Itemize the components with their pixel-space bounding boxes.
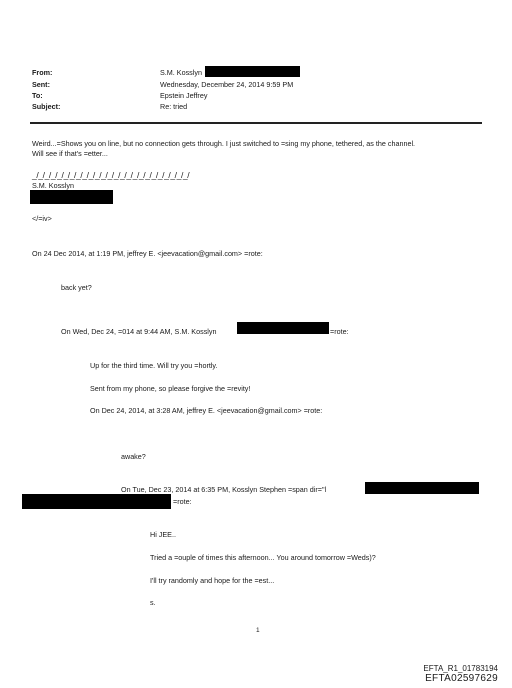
sent-value: Wednesday, December 24, 2014 9:59 PM: [160, 80, 294, 89]
footer-id-1: EFTA_R1_01783194: [423, 664, 498, 673]
redaction-box: [22, 494, 171, 509]
quote-text-1: back yet?: [61, 283, 92, 292]
quote-4-greeting: Hi JEE..: [150, 530, 176, 539]
redaction-box: [205, 66, 300, 77]
signature-name: S.M. Kosslyn: [32, 181, 74, 190]
to-value: Epstein Jeffrey: [160, 91, 208, 100]
quote-4-line-2: I'll try randomly and hope for the =est...: [150, 576, 275, 585]
quote-2-line-2: Sent from my phone, so please forgive the =revity!: [90, 384, 251, 393]
body-paragraph-line-2: Will see if that's =etter...: [32, 149, 108, 158]
redaction-box: [30, 190, 113, 204]
sent-label: Sent:: [32, 80, 50, 89]
subject-value: Re: tried: [160, 102, 188, 111]
quote-4-signoff: s.: [150, 598, 156, 607]
quote-4-line-1: Tried a =ouple of times this afternoon... You around tomorrow =Weds)?: [150, 553, 376, 562]
quote-header-4a: On Tue, Dec 23, 2014 at 6:35 PM, Kosslyn Stephen =span dir="l: [121, 485, 327, 494]
iv-tag: </=iv>: [32, 214, 52, 223]
quote-header-1: On 24 Dec 2014, at 1:19 PM, jeffrey E. <jeevacation@gmail.com> =rote:: [32, 249, 263, 258]
from-value: S.M. Kosslyn: [160, 68, 202, 77]
redaction-box: [237, 322, 329, 334]
from-label: From:: [32, 68, 53, 77]
header-divider: [30, 122, 482, 124]
redaction-box: [365, 482, 479, 494]
signature-slashes: _/_/_/_/_/_/_/_/_/_/_/_/_/_/_/_/_/_/_/_/_/_/_/_/_/: [32, 170, 190, 180]
page-number: 1: [256, 627, 260, 634]
quote-2-line-1: Up for the third time. Will try you =hortly.: [90, 361, 218, 370]
quote-header-2b: =rote:: [330, 327, 349, 336]
to-label: To:: [32, 91, 43, 100]
quote-header-2a: On Wed, Dec 24, =014 at 9:44 AM, S.M. Kosslyn: [61, 327, 217, 336]
quote-2-line-3: On Dec 24, 2014, at 3:28 AM, jeffrey E. <jeevacation@gmail.com> =rote:: [90, 406, 323, 415]
quote-header-4b: =rote:: [173, 497, 192, 506]
body-paragraph-line-1: Weird...=Shows you on line, but no connection gets through. I just switched to =sing my phone, tethered, as the channel.: [32, 139, 416, 148]
quote-text-3: awake?: [121, 452, 146, 461]
subject-label: Subject:: [32, 102, 61, 111]
footer-id-2: EFTA02597629: [425, 673, 498, 684]
